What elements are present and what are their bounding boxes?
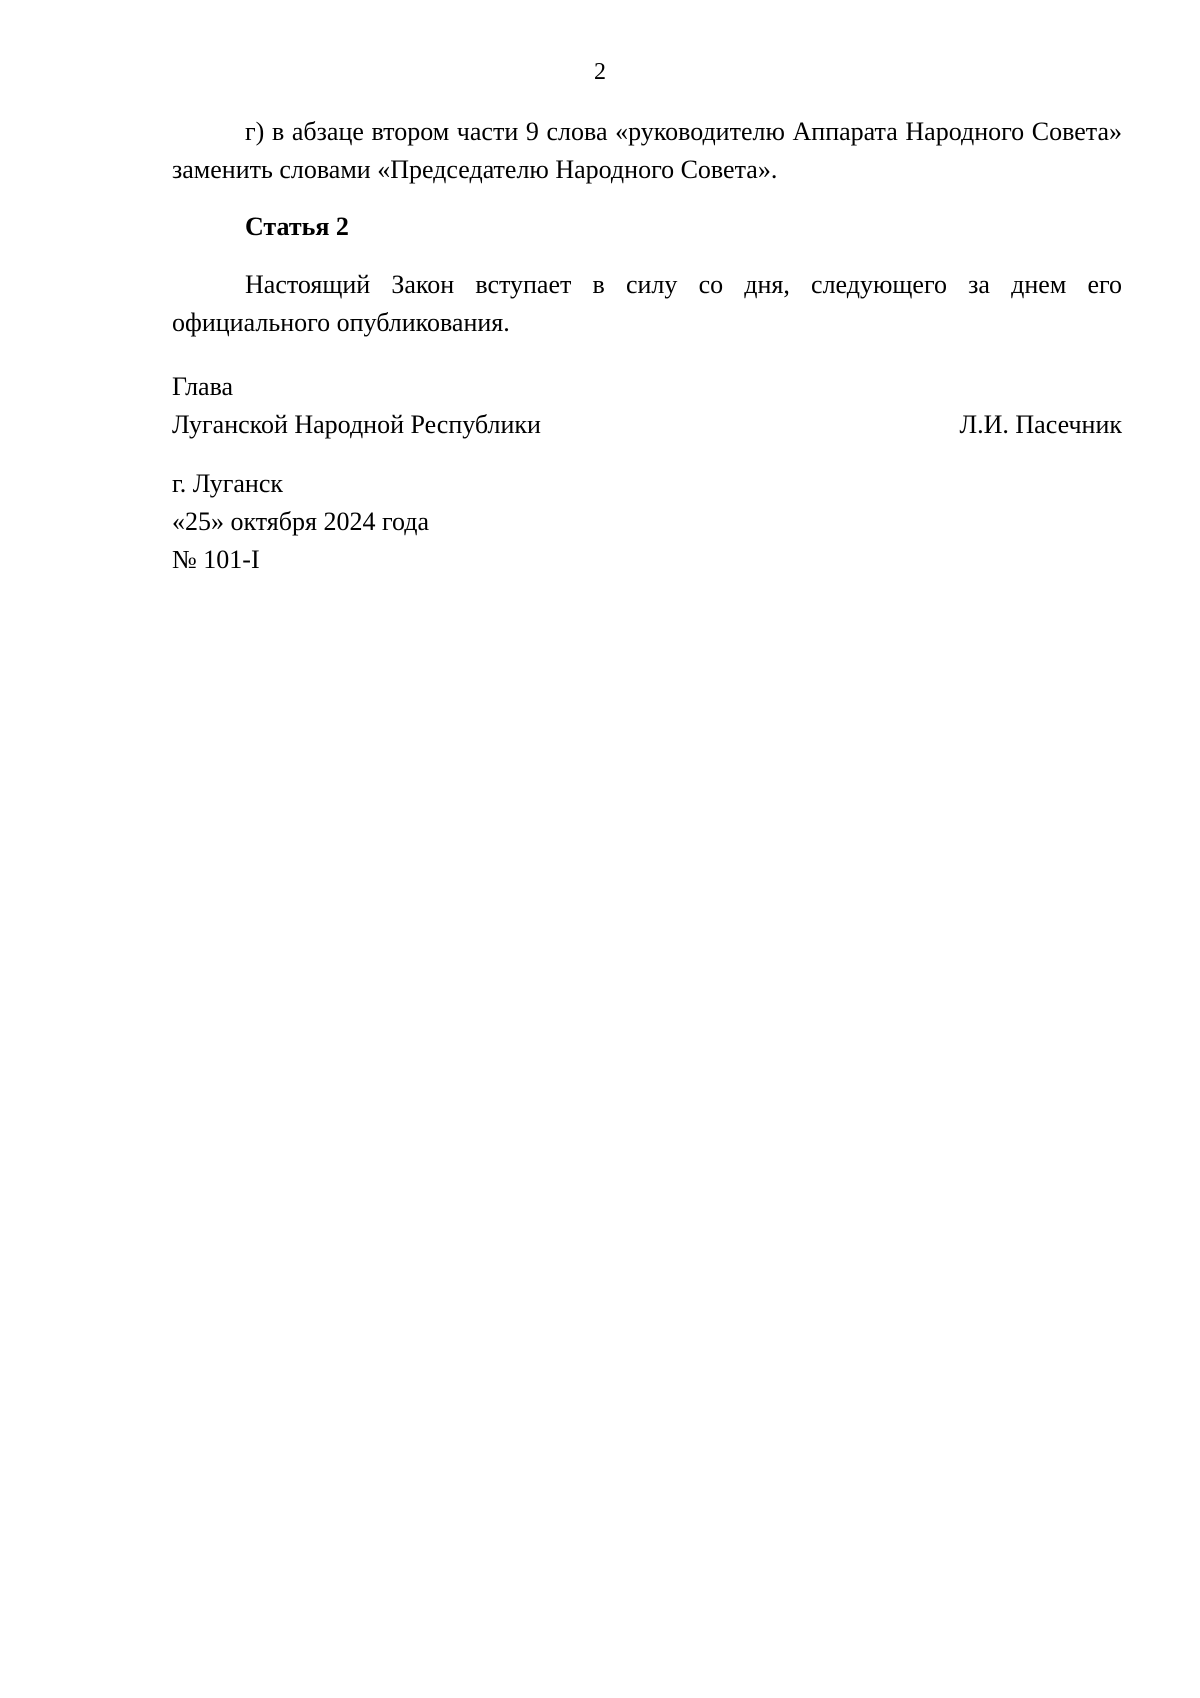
place-of-signing: г. Луганск xyxy=(172,469,284,498)
signatory-title-line1: Глава xyxy=(172,372,234,401)
article2-paragraph: Настоящий Закон вступает в силу со дня, следующего за днем его официального опубликования. xyxy=(172,270,1122,337)
signatory-name: Л.И. Пасечник xyxy=(959,410,1122,439)
law-number: № 101-I xyxy=(172,545,260,574)
signatory-title-line2: Луганской Народной Республики xyxy=(172,410,541,439)
page-number: 2 xyxy=(594,59,606,85)
article2-paragraph-block xyxy=(172,266,1122,342)
signing-date: «25» октября 2024 года xyxy=(172,507,429,536)
amendment-paragraph-block xyxy=(172,113,1122,189)
place-date-block xyxy=(172,465,1122,579)
signature-row xyxy=(172,406,1122,444)
article-heading: Статья 2 xyxy=(245,212,349,241)
amendment-paragraph: г) в абзаце втором части 9 слова «руководителю Аппарата Народного Совета» заменить словами «Председателю Народного Совета». xyxy=(172,117,1122,184)
signature-block xyxy=(172,368,1122,444)
